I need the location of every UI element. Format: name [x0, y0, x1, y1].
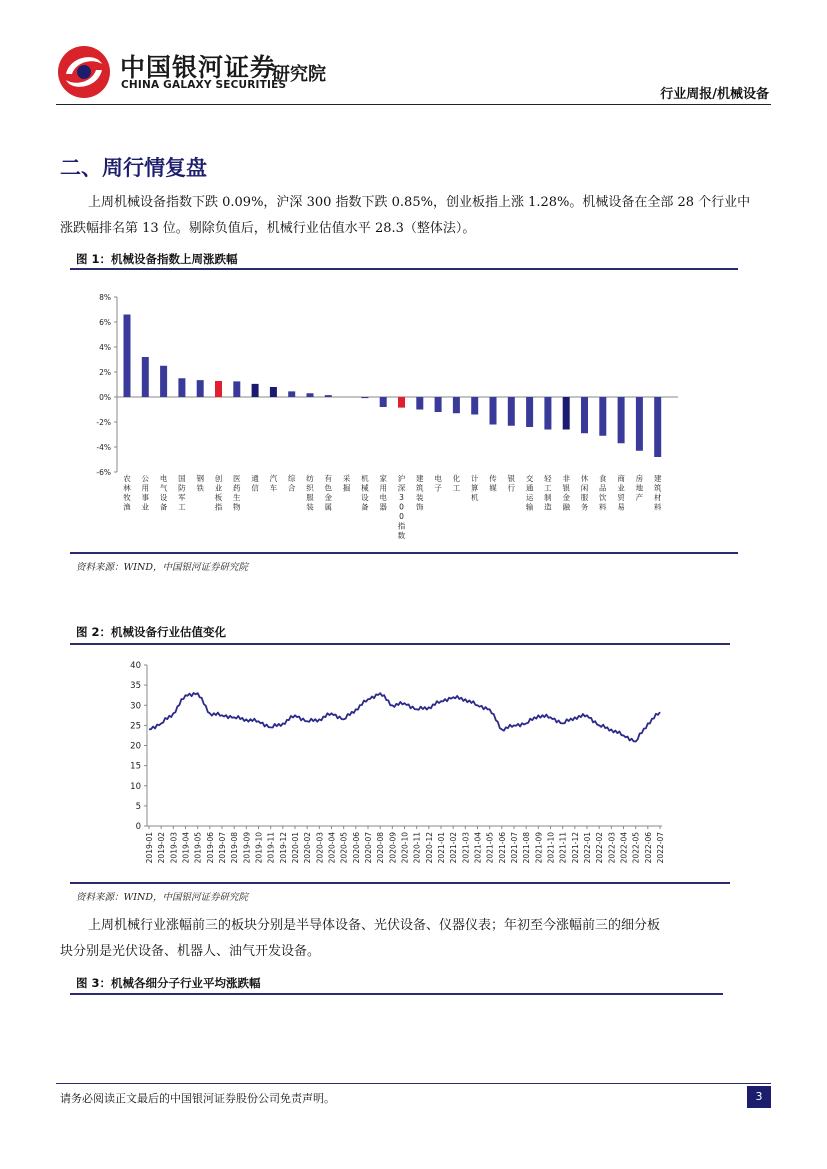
category-label: 通信 [251, 474, 259, 493]
figure3-top-rule [70, 993, 723, 995]
category-label: 医药生物 [233, 474, 241, 512]
figure2-source: 资料来源：WIND，中国银河证券研究院 [76, 892, 248, 903]
x-tick-label: 2020-04 [327, 832, 337, 864]
report-category: 行业周报/机械设备 [660, 87, 769, 102]
x-tick-label: 2022-05 [631, 832, 641, 864]
x-tick-label: 2019-10 [254, 832, 264, 864]
x-tick-label: 2021-06 [497, 832, 507, 864]
bar [563, 397, 570, 430]
category-label: 交通运输 [525, 474, 534, 512]
series-line [149, 693, 660, 742]
x-tick-label: 2020-08 [376, 832, 386, 864]
x-tick-label: 2022-02 [595, 832, 605, 864]
x-tick-label: 2021-10 [546, 832, 556, 864]
y-tick-label: -2% [96, 418, 111, 427]
figure3-title: 图 3：机械各细分子行业平均涨跌幅 [76, 976, 261, 990]
x-tick-label: 2021-02 [449, 832, 459, 864]
x-tick-label: 2022-04 [619, 832, 629, 864]
brand-name-en: CHINA GALAXY SECURITIES [121, 79, 287, 91]
bar [453, 397, 460, 413]
x-tick-label: 2020-12 [424, 832, 434, 864]
summary-paragraph: 上周机械设备指数下跌 0.09%，沪深 300 指数下跌 0.85%，创业板指上涨 1.28%。机械设备在全部 28 个行业中涨跌幅排名第 13 位。剔除负值后，机械行业估值水平 28.3（整体法）。 [60, 195, 751, 236]
x-tick-label: 2020-01 [291, 832, 300, 864]
x-tick-label: 2020-02 [303, 832, 313, 864]
x-tick-label: 2022-07 [656, 832, 665, 864]
category-label: 房地产 [635, 474, 644, 502]
figure2-bottom-rule [70, 882, 730, 884]
y-tick-label: 6% [99, 318, 111, 327]
x-tick-label: 2019-07 [218, 832, 227, 864]
x-tick-label: 2019-03 [169, 832, 179, 864]
bar [490, 397, 497, 425]
footer-divider [56, 1083, 771, 1084]
category-label: 商业贸易 [617, 474, 625, 512]
y-tick-label: 10 [130, 781, 141, 792]
industry-change-bar-chart [70, 285, 740, 550]
category-label: 公用事业 [141, 474, 150, 512]
bar [398, 397, 405, 408]
category-label: 创业板指 [214, 474, 223, 512]
bar [197, 380, 204, 397]
x-tick-label: 2021-09 [534, 832, 544, 864]
bar [307, 393, 314, 397]
bar [599, 397, 606, 436]
category-label: 家用电器 [379, 474, 387, 512]
x-tick-label: 2019-02 [157, 832, 167, 864]
bar [215, 381, 222, 397]
x-tick-label: 2019-08 [230, 832, 240, 864]
y-tick-label: 25 [130, 721, 141, 732]
bar [325, 395, 332, 397]
y-tick-label: 0 [135, 822, 141, 832]
x-tick-label: 2019-05 [193, 832, 203, 864]
category-label: 纺织服装 [306, 474, 314, 512]
category-label: 休闲服务 [580, 474, 589, 512]
section-title: 二、周行情复盘 [60, 155, 207, 180]
category-label: 银行 [507, 474, 516, 493]
bar [435, 397, 442, 412]
x-tick-label: 2021-07 [510, 832, 519, 864]
footer-disclaimer: 请务必阅读正文最后的中国银河证券股份公司免责声明。 [60, 1092, 335, 1105]
category-label: 沪深 3 0 0 指数 [397, 474, 406, 540]
y-tick-label: 0% [99, 393, 111, 402]
x-tick-label: 2020-09 [388, 832, 398, 864]
y-tick-label: 40 [130, 661, 141, 671]
x-tick-label: 2022-01 [583, 832, 592, 864]
bar [654, 397, 661, 457]
x-tick-label: 2019-09 [242, 832, 252, 864]
x-tick-label: 2021-12 [570, 832, 580, 864]
y-tick-label: -6% [96, 468, 111, 477]
category-label: 国防军工 [178, 474, 186, 512]
category-label: 建筑装饰 [416, 474, 424, 512]
x-tick-label: 2021-04 [473, 832, 483, 864]
x-tick-label: 2021-01 [437, 832, 446, 864]
category-label: 传媒 [489, 474, 497, 493]
x-tick-label: 2021-05 [485, 832, 495, 864]
y-tick-label: -4% [96, 443, 111, 452]
bar [124, 315, 131, 398]
x-tick-label: 2020-05 [339, 832, 349, 864]
x-tick-label: 2021-08 [522, 832, 532, 864]
y-tick-label: 20 [130, 741, 141, 752]
bar [508, 397, 515, 426]
bar [636, 397, 643, 451]
category-label: 采掘 [342, 474, 351, 493]
figure1-top-rule [70, 268, 738, 270]
category-label: 建筑材料 [653, 474, 662, 512]
x-tick-label: 2020-06 [351, 832, 361, 864]
figure1-title: 图 1：机械设备指数上周涨跌幅 [76, 252, 238, 266]
bar [142, 357, 149, 397]
x-tick-label: 2019-11 [266, 832, 276, 864]
category-label: 化工 [452, 474, 461, 493]
category-label: 机械设备 [361, 474, 369, 512]
y-tick-label: 4% [99, 343, 111, 352]
bar [416, 397, 423, 410]
valuation-line-chart [70, 655, 730, 880]
category-label: 电气设备 [159, 474, 168, 512]
institute-name: 研究院 [272, 64, 326, 85]
company-logo-icon [56, 44, 112, 100]
brand-name-cn: 中国银河证券 [120, 53, 277, 82]
category-label: 计算机 [470, 474, 479, 502]
x-tick-label: 2020-07 [364, 832, 373, 864]
bar [160, 366, 167, 397]
figure1-bottom-rule [70, 552, 738, 554]
bar [471, 397, 478, 415]
category-label: 综合 [287, 474, 296, 493]
category-label: 有色金属 [324, 474, 333, 512]
category-label: 食品饮料 [599, 474, 607, 512]
x-tick-label: 2022-06 [643, 832, 653, 864]
subsector-paragraph: 上周机械行业涨幅前三的板块分别是半导体设备、光伏设备、仪器仪表；年初至今涨幅前三的细分板块分别是光伏设备、机器人、油气开发设备。 [60, 918, 661, 959]
category-label: 电子 [434, 474, 442, 493]
x-tick-label: 2020-10 [400, 832, 410, 864]
category-label: 钢铁 [196, 474, 204, 493]
figure1-source: 资料来源：WIND，中国银河证券研究院 [76, 562, 248, 573]
x-tick-label: 2021-11 [558, 832, 568, 864]
page-number: 3 [747, 1086, 771, 1108]
x-tick-label: 2021-03 [461, 832, 471, 864]
x-tick-label: 2019-12 [278, 832, 288, 864]
bar [544, 397, 551, 430]
y-tick-label: 30 [130, 701, 141, 712]
y-tick-label: 5 [135, 801, 141, 812]
x-tick-label: 2019-06 [205, 832, 215, 864]
figure2-title: 图 2：机械设备行业估值变化 [76, 625, 227, 639]
y-tick-label: 8% [99, 293, 111, 302]
figure2-top-rule [70, 643, 730, 645]
bar [178, 378, 185, 397]
bar [618, 397, 625, 443]
bar [526, 397, 533, 427]
y-tick-label: 2% [99, 368, 111, 377]
category-label: 轻工制造 [544, 474, 552, 512]
x-tick-label: 2020-11 [412, 832, 422, 864]
bar [380, 397, 387, 407]
x-tick-label: 2019-04 [181, 832, 191, 864]
x-tick-label: 2022-03 [607, 832, 617, 864]
y-tick-label: 15 [130, 761, 141, 772]
x-tick-label: 2020-03 [315, 832, 325, 864]
bar [252, 384, 259, 397]
bar [581, 397, 588, 433]
bar [288, 391, 295, 397]
header-divider [56, 104, 771, 105]
bar [233, 381, 240, 397]
bar [270, 387, 277, 397]
category-label: 农林牧渔 [123, 474, 131, 512]
category-label: 非银金融 [562, 474, 570, 512]
x-tick-label: 2019-01 [145, 832, 154, 864]
y-tick-label: 35 [130, 681, 141, 692]
category-label: 汽车 [269, 474, 278, 493]
bar [361, 397, 368, 398]
